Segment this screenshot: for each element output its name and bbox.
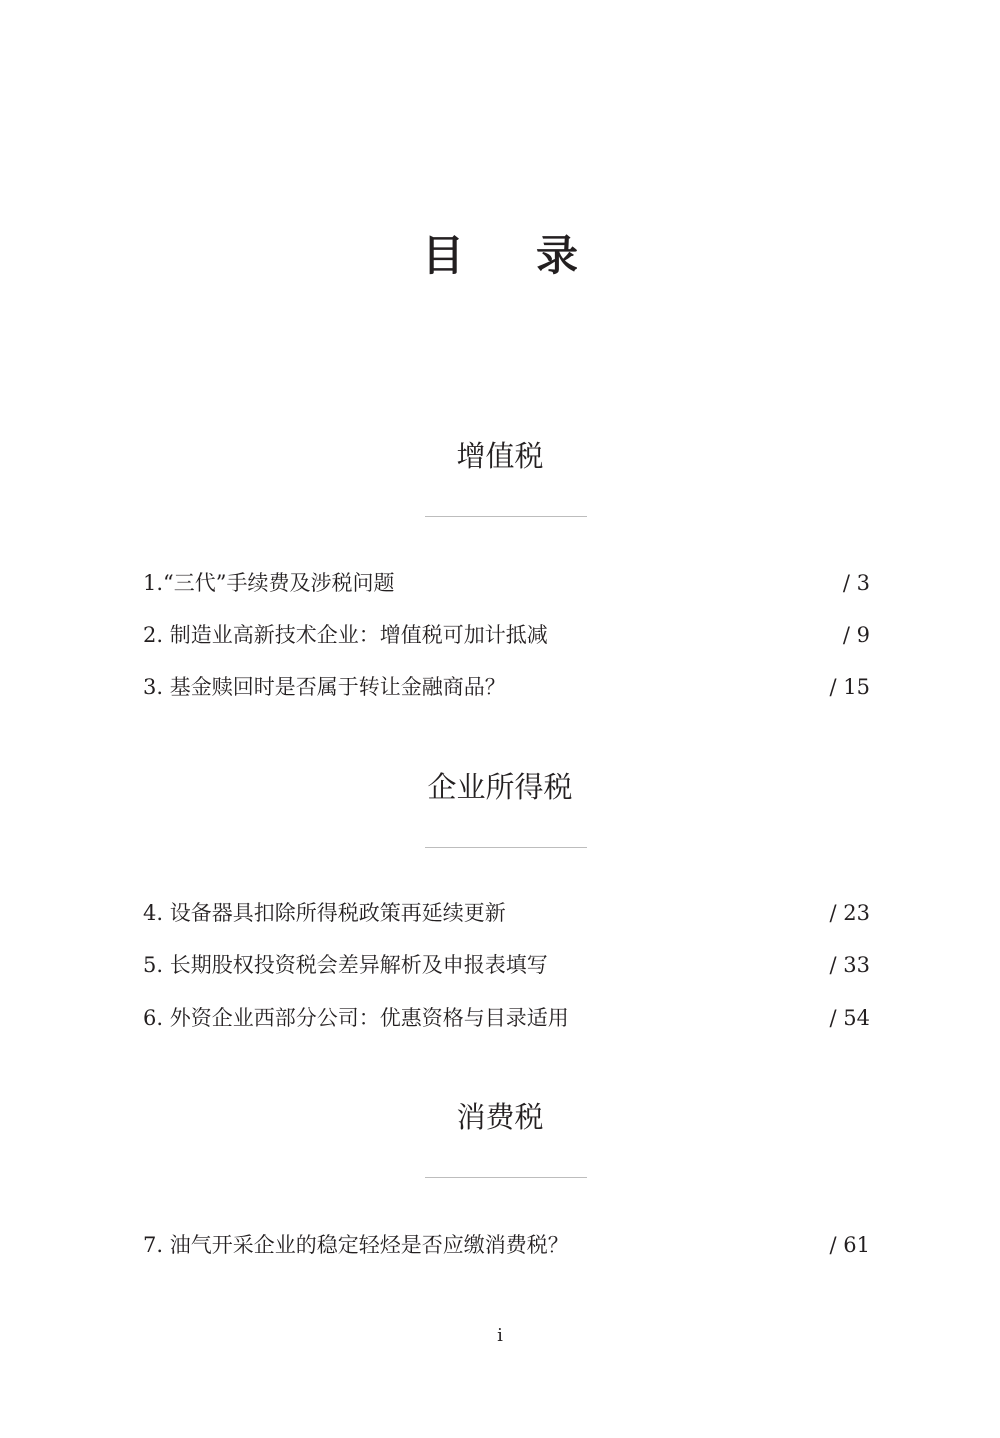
page-title-char-2: 录 <box>536 231 579 280</box>
toc-entry-page: / 3 <box>842 571 870 595</box>
toc-entry[interactable] <box>143 1001 870 1035</box>
toc-entry[interactable] <box>143 896 870 930</box>
toc-entry[interactable] <box>143 948 870 982</box>
section-heading-cit: 企业所得税 <box>427 770 573 804</box>
toc-entry[interactable] <box>143 566 870 600</box>
toc-entry-label: 5. 长期股权投资税会差异解析及申报表填写 <box>143 953 548 977</box>
toc-entry[interactable] <box>143 670 870 704</box>
section-divider <box>425 847 587 848</box>
page-title <box>0 226 1000 286</box>
toc-entry-page: / 54 <box>829 1006 870 1030</box>
section-heading-vat: 增值税 <box>456 439 544 473</box>
toc-entry-page: / 23 <box>829 901 870 925</box>
section-divider <box>425 1177 587 1178</box>
section-heading-consumption: 消费税 <box>456 1100 544 1134</box>
page-title-char-1: 目 <box>421 231 464 280</box>
toc-entry-label: 7. 油气开采企业的稳定轻烃是否应缴消费税？ <box>143 1233 569 1257</box>
toc-entry-label: 2. 制造业高新技术企业：增值税可加计抵减 <box>143 623 548 647</box>
toc-entry-page: / 15 <box>829 675 870 699</box>
page-number: i <box>497 1325 503 1346</box>
toc-entry-page: / 61 <box>829 1233 870 1257</box>
toc-entry-page: / 33 <box>829 953 870 977</box>
toc-entry[interactable] <box>143 1228 870 1262</box>
toc-entry-page: / 9 <box>842 623 870 647</box>
section-divider <box>425 516 587 517</box>
toc-entry-label: 1.“三代”手续费及涉税问题 <box>143 571 395 595</box>
toc-entry-label: 4. 设备器具扣除所得税政策再延续更新 <box>143 901 506 925</box>
toc-entry-label: 6. 外资企业西部分公司：优惠资格与目录适用 <box>143 1006 569 1030</box>
toc-entry-label: 3. 基金赎回时是否属于转让金融商品？ <box>143 675 506 699</box>
toc-entry[interactable] <box>143 618 870 652</box>
